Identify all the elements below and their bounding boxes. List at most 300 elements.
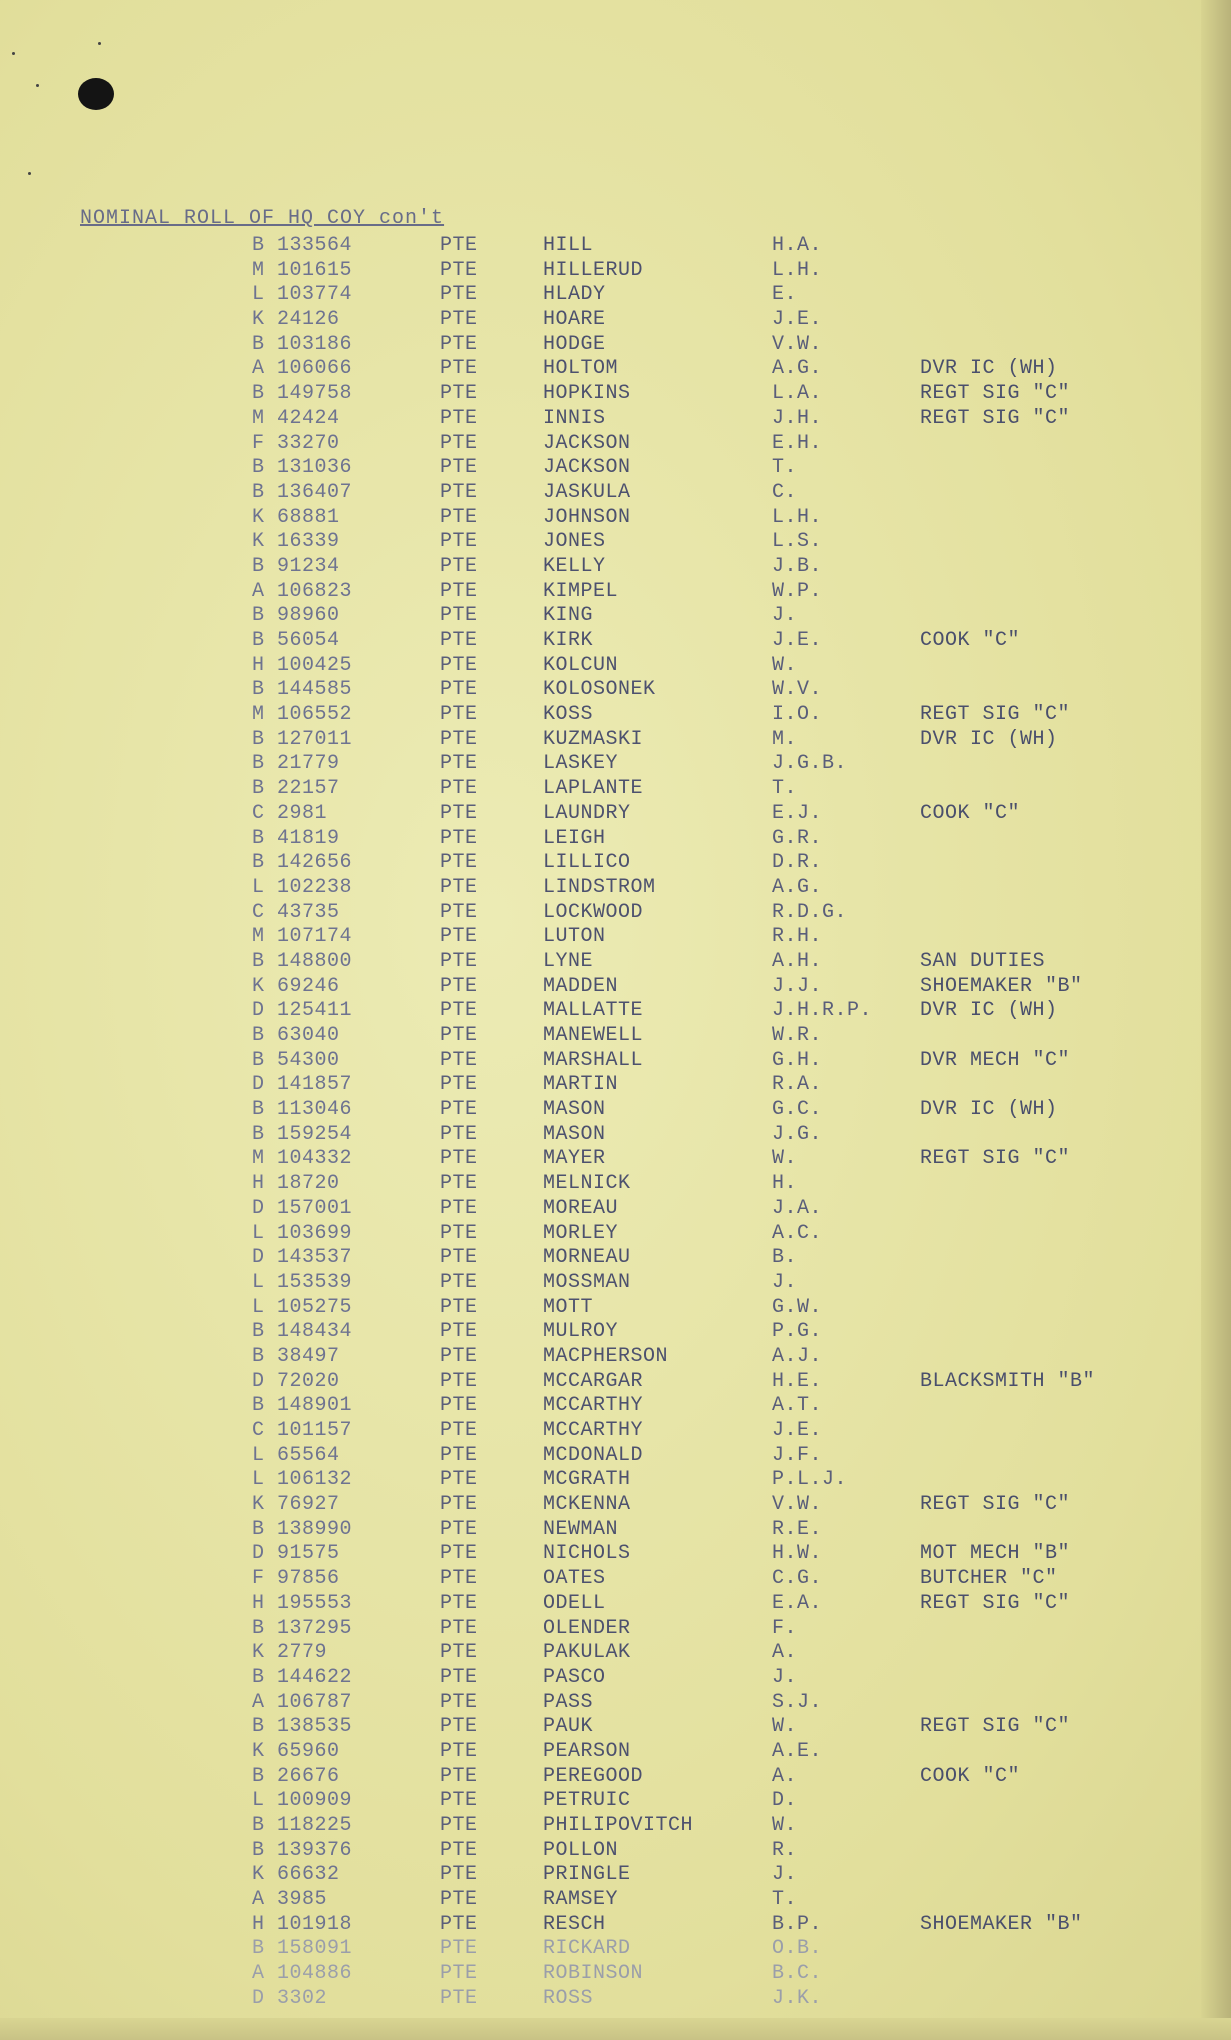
rank: PTE [440,1888,478,1912]
initials: W. [772,1814,798,1837]
surname: MCCARGAR [543,1369,644,1393]
service-number: D 91575 [252,1542,340,1566]
ink-blot [78,78,114,110]
initials: T. [772,777,798,801]
service-number: M 107174 [252,925,353,949]
service-number: D 125411 [252,999,353,1023]
initials: A.G. [772,875,823,899]
rank: PTE [440,875,478,899]
surname: LINDSTROM [543,875,656,899]
roll-row [0,283,1231,308]
surname: MALLATTE [543,999,644,1023]
surname: KIRK [543,629,594,652]
surname: HLADY [543,283,606,307]
service-number: A 106787 [252,1690,353,1714]
surname: JOHNSON [543,505,631,529]
initials: I.O. [772,703,823,727]
rank: PTE [440,1073,478,1097]
initials: J.B. [772,554,823,578]
rank: PTE [440,1468,478,1492]
initials: L.A. [772,382,823,406]
service-number: B 136407 [252,480,353,504]
service-number: B 41819 [252,826,340,850]
initials: J.F. [772,1443,823,1467]
roll-row [0,580,1231,605]
service-number: K 24126 [252,308,340,332]
initials: T. [772,1888,798,1912]
duty: BUTCHER "C" [920,1567,1058,1591]
rank: PTE [440,1196,478,1220]
initials: P.L.J. [772,1468,848,1492]
initials: C. [772,480,798,504]
ink-speck [12,52,15,55]
surname: HILLERUD [543,258,644,282]
ink-speck [98,42,101,45]
service-number: B 138535 [252,1715,353,1739]
surname: JACKSON [543,431,631,455]
roll-row [0,1617,1231,1642]
roll-row [0,308,1231,333]
duty: SHOEMAKER "B" [920,974,1083,998]
service-number: F 97856 [252,1567,340,1591]
surname: MCCARTHY [543,1394,644,1418]
service-number: B 103186 [252,332,353,356]
roll-row [0,1888,1231,1913]
rank: PTE [440,1024,478,1047]
roll-row [0,481,1231,506]
roll-row [0,752,1231,777]
service-number: F 33270 [252,431,340,455]
surname: RESCH [543,1912,606,1936]
roll-row [0,802,1231,827]
surname: NEWMAN [543,1517,619,1541]
rank: PTE [440,1616,478,1640]
rank: PTE [440,1172,478,1196]
service-number: B 63040 [252,1024,340,1047]
surname: MOREAU [543,1196,619,1220]
service-number: B 54300 [252,1048,340,1072]
rank: PTE [440,851,478,875]
surname: MORNEAU [543,1246,631,1270]
service-number: H 101918 [252,1912,353,1936]
service-number: L 103699 [252,1221,353,1245]
initials: H.E. [772,1369,823,1393]
roll-row [0,1246,1231,1271]
service-number: L 103774 [252,283,353,307]
initials: W. [772,1147,798,1171]
surname: PRINGLE [543,1863,631,1887]
rank: PTE [440,234,478,257]
duty: DVR MECH "C" [920,1048,1071,1072]
surname: RAMSEY [543,1888,619,1912]
service-number: B 149758 [252,382,353,406]
rank: PTE [440,579,478,603]
service-number: D 157001 [252,1196,353,1220]
surname: KOLCUN [543,653,619,677]
initials: A.T. [772,1394,823,1418]
surname: ROBINSON [543,1962,644,1986]
surname: NICHOLS [543,1542,631,1566]
roll-row [0,432,1231,457]
service-number: B 148800 [252,949,353,973]
surname: KUZMASKI [543,727,644,751]
roll-row [0,456,1231,481]
surname: MOSSMAN [543,1270,631,1294]
roll-row [0,1789,1231,1814]
rank: PTE [440,801,478,825]
rank: PTE [440,1542,478,1566]
surname: MORLEY [543,1221,619,1245]
surname: MARTIN [543,1073,619,1097]
roll-row [0,259,1231,284]
duty: REGT SIG "C" [920,1715,1071,1739]
surname: PAUK [543,1715,594,1739]
surname: HOARE [543,308,606,332]
surname: HOPKINS [543,382,631,406]
surname: OATES [543,1567,606,1591]
initials: J. [772,604,798,628]
ink-speck [28,172,31,175]
surname: KING [543,604,594,628]
rank: PTE [440,1641,478,1665]
rank: PTE [440,505,478,529]
rank: PTE [440,1591,478,1615]
surname: LILLICO [543,851,631,875]
rank: PTE [440,1147,478,1171]
initials: T. [772,456,798,480]
service-number: B 131036 [252,456,353,480]
service-number: B 158091 [252,1937,353,1961]
service-number: K 65960 [252,1739,340,1763]
service-number: B 38497 [252,1344,340,1368]
duty: REGT SIG "C" [920,1147,1071,1171]
rank: PTE [440,1443,478,1467]
surname: MAYER [543,1147,606,1171]
roll-row [0,876,1231,901]
service-number: B 137295 [252,1616,353,1640]
roll-row [0,901,1231,926]
service-number: H 100425 [252,653,353,677]
rank: PTE [440,1320,478,1344]
duty: BLACKSMITH "B" [920,1369,1096,1393]
rank: PTE [440,678,478,702]
surname: HODGE [543,332,606,356]
service-number: A 106823 [252,579,353,603]
rank: PTE [440,456,478,480]
initials: L.H. [772,258,823,282]
initials: J.H. [772,406,823,430]
rank: PTE [440,777,478,801]
rank: PTE [440,703,478,727]
roll-row [0,703,1231,728]
surname: MCGRATH [543,1468,631,1492]
surname: POLLON [543,1838,619,1862]
initials: W.R. [772,1024,823,1047]
service-number: A 3985 [252,1888,328,1912]
roll-row [0,1987,1231,2012]
roll-row [0,1098,1231,1123]
initials: W.V. [772,678,823,702]
service-number: B 139376 [252,1838,353,1862]
rank: PTE [440,1048,478,1072]
roll-row [0,530,1231,555]
roll-row [0,925,1231,950]
duty: SAN DUTIES [920,949,1046,973]
initials: W. [772,1715,798,1739]
roll-row [0,1370,1231,1395]
service-number: B 56054 [252,629,340,652]
roll-row [0,1222,1231,1247]
roll-row [0,1444,1231,1469]
roll-row [0,1468,1231,1493]
initials: J.E. [772,1419,823,1442]
roll-row [0,1024,1231,1049]
rank: PTE [440,999,478,1023]
initials: E. [772,283,798,307]
surname: HOLTOM [543,357,619,381]
rank: PTE [440,1567,478,1591]
roll-row [0,629,1231,654]
rank: PTE [440,1270,478,1294]
initials: J.E. [772,629,823,652]
service-number: H 195553 [252,1591,353,1615]
roll-row [0,1765,1231,1790]
roll-row [0,678,1231,703]
roll-row [0,1839,1231,1864]
roll-row [0,1814,1231,1839]
rank: PTE [440,653,478,677]
initials: C.G. [772,1567,823,1591]
roll-row [0,1641,1231,1666]
surname: LUTON [543,925,606,949]
roll-row [0,1394,1231,1419]
service-number: B 113046 [252,1098,353,1122]
initials: G.C. [772,1098,823,1122]
rank: PTE [440,480,478,504]
service-number: B 127011 [252,727,353,751]
rank: PTE [440,554,478,578]
service-number: B 148901 [252,1394,353,1418]
service-number: C 43735 [252,900,340,924]
surname: LASKEY [543,752,619,776]
initials: H.A. [772,234,823,257]
service-number: K 68881 [252,505,340,529]
initials: W.P. [772,579,823,603]
rank: PTE [440,382,478,406]
surname: JONES [543,530,606,554]
surname: MELNICK [543,1172,631,1196]
rank: PTE [440,949,478,973]
roll-row [0,382,1231,407]
rank: PTE [440,1369,478,1393]
roll-row [0,555,1231,580]
service-number: C 2981 [252,801,328,825]
initials: H. [772,1172,798,1196]
rank: PTE [440,1739,478,1763]
rank: PTE [440,1986,478,2010]
service-number: K 69246 [252,974,340,998]
surname: MCDONALD [543,1443,644,1467]
roll-row [0,728,1231,753]
roll-row [0,654,1231,679]
roll-row [0,1518,1231,1543]
duty: DVR IC (WH) [920,999,1058,1023]
service-number: B 144622 [252,1665,353,1689]
surname: HILL [543,234,594,257]
initials: J.E. [772,308,823,332]
surname: LEIGH [543,826,606,850]
rank: PTE [440,406,478,430]
duty: REGT SIG "C" [920,406,1071,430]
surname: MASON [543,1122,606,1146]
rank: PTE [440,530,478,554]
rank: PTE [440,431,478,455]
duty: DVR IC (WH) [920,357,1058,381]
initials: J.G. [772,1122,823,1146]
service-number: K 16339 [252,530,340,554]
service-number: K 2779 [252,1641,328,1665]
surname: JACKSON [543,456,631,480]
service-number: B 118225 [252,1814,353,1837]
roll-row [0,1863,1231,1888]
rank: PTE [440,1690,478,1714]
initials: E.A. [772,1591,823,1615]
initials: O.B. [772,1937,823,1961]
service-number: B 133564 [252,234,353,257]
initials: F. [772,1616,798,1640]
service-number: L 153539 [252,1270,353,1294]
roll-row [0,1049,1231,1074]
initials: A.J. [772,1344,823,1368]
roll-row [0,333,1231,358]
roll-row [0,999,1231,1024]
roll-row [0,604,1231,629]
roll-row [0,1691,1231,1716]
initials: G.R. [772,826,823,850]
service-number: D 72020 [252,1369,340,1393]
initials: A.C. [772,1221,823,1245]
surname: ROSS [543,1986,594,2010]
service-number: M 101615 [252,258,353,282]
service-number: B 98960 [252,604,340,628]
rank: PTE [440,1715,478,1739]
duty: REGT SIG "C" [920,1591,1071,1615]
rank: PTE [440,1394,478,1418]
roll-heading: NOMINAL ROLL OF HQ COY con't [80,207,445,230]
initials: B.P. [772,1912,823,1936]
rank: PTE [440,1098,478,1122]
surname: MACPHERSON [543,1344,669,1368]
roll-row [0,1740,1231,1765]
surname: OLENDER [543,1616,631,1640]
surname: MCCARTHY [543,1419,644,1442]
service-number: B 144585 [252,678,353,702]
initials: D. [772,1789,798,1813]
initials: W. [772,653,798,677]
initials: S.J. [772,1690,823,1714]
rank: PTE [440,1912,478,1936]
service-number: K 76927 [252,1493,340,1517]
initials: J. [772,1270,798,1294]
service-number: C 101157 [252,1419,353,1442]
initials: B.C. [772,1962,823,1986]
rank: PTE [440,1814,478,1837]
roll-row [0,1567,1231,1592]
service-number: B 91234 [252,554,340,578]
initials: J.G.B. [772,752,848,776]
rank: PTE [440,1962,478,1986]
roll-row [0,1345,1231,1370]
rank: PTE [440,604,478,628]
service-number: D 141857 [252,1073,353,1097]
roll-row [0,975,1231,1000]
rank: PTE [440,826,478,850]
roll-row [0,1296,1231,1321]
initials: J.A. [772,1196,823,1220]
initials: L.H. [772,505,823,529]
service-number: K 66632 [252,1863,340,1887]
initials: R.D.G. [772,900,848,924]
service-number: L 106132 [252,1468,353,1492]
surname: LYNE [543,949,594,973]
rank: PTE [440,925,478,949]
rank: PTE [440,1246,478,1270]
initials: V.W. [772,1493,823,1517]
service-number: D 3302 [252,1986,328,2010]
service-number: D 143537 [252,1246,353,1270]
duty: DVR IC (WH) [920,1098,1058,1122]
initials: E.H. [772,431,823,455]
initials: J. [772,1665,798,1689]
rank: PTE [440,332,478,356]
surname: MOTT [543,1295,594,1319]
service-number: A 104886 [252,1962,353,1986]
initials: J.J. [772,974,823,998]
surname: JASKULA [543,480,631,504]
rank: PTE [440,1517,478,1541]
roll-row [0,777,1231,802]
roll-row [0,1542,1231,1567]
rank: PTE [440,1789,478,1813]
rank: PTE [440,1937,478,1961]
ink-speck [36,84,39,87]
rank: PTE [440,1122,478,1146]
initials: A.G. [772,357,823,381]
rank: PTE [440,1838,478,1862]
initials: V.W. [772,332,823,356]
duty: REGT SIG "C" [920,703,1071,727]
roll-row [0,1666,1231,1691]
surname: KELLY [543,554,606,578]
rank: PTE [440,900,478,924]
roll-row [0,1320,1231,1345]
service-number: M 104332 [252,1147,353,1171]
rank: PTE [440,752,478,776]
duty: COOK "C" [920,801,1021,825]
roll-row [0,1172,1231,1197]
service-number: L 65564 [252,1443,340,1467]
rank: PTE [440,974,478,998]
service-number: B 159254 [252,1122,353,1146]
service-number: B 148434 [252,1320,353,1344]
surname: KOLOSONEK [543,678,656,702]
surname: KOSS [543,703,594,727]
rank: PTE [440,308,478,332]
initials: P.G. [772,1320,823,1344]
roll-row [0,1592,1231,1617]
roll-row [0,1197,1231,1222]
roll-row [0,1962,1231,1987]
